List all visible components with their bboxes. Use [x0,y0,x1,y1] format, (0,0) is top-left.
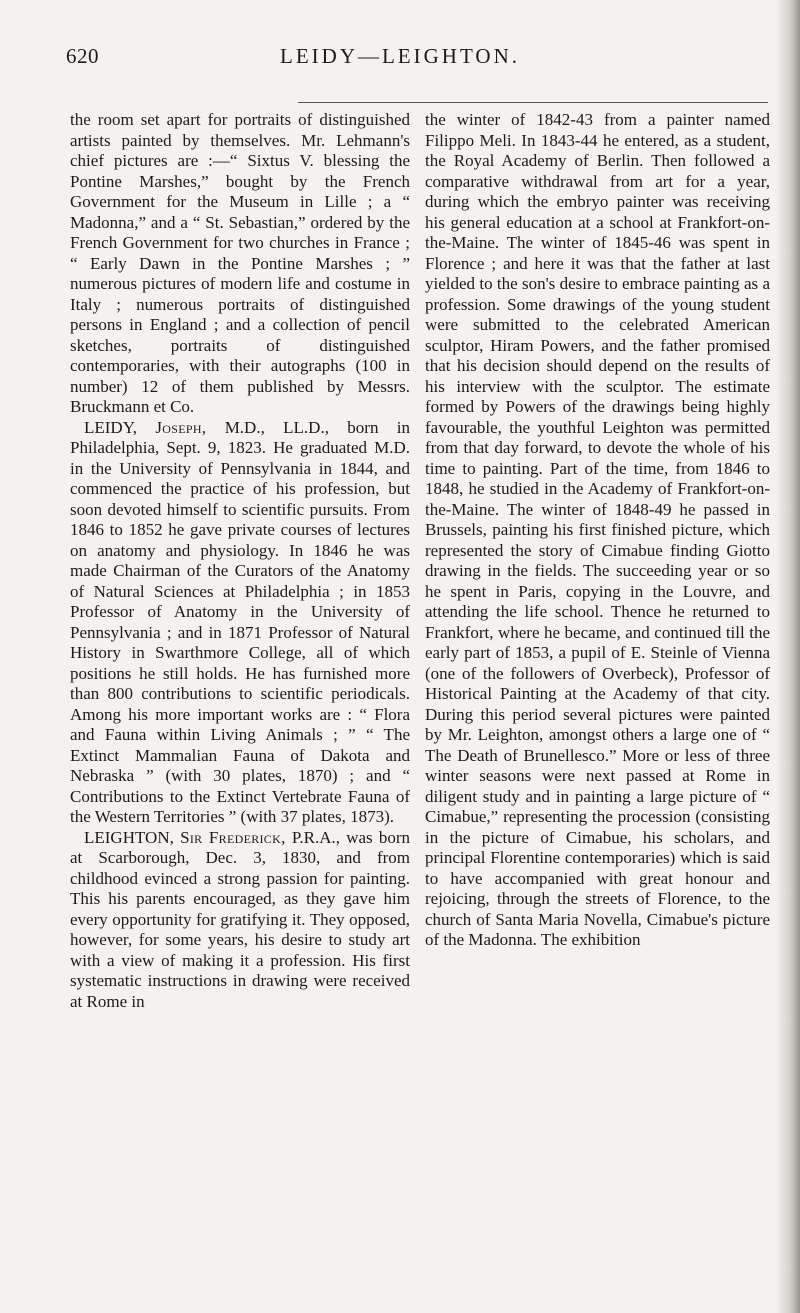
right-column [425,110,770,951]
entry-leidy-name: LEIDY, [84,417,138,437]
entry-leighton-given: Sir Frederick, [180,827,286,847]
running-head: LEIDY—LEIGHTON. [280,44,520,68]
entry-leidy-text: M.D., LL.D., born in Philadelphia, Sept. 9, 1823. He graduated M.D. in the University of Pennsylvania in 1844, and commenced the practice of his profession, but soon devoted himself to scientific pursuits. From 1846 to 1852 he gave private courses of lectures on anatomy and physiology. In 1846 he was made Chairman of the Curators of the Anatomy of Natural Sciences at Philadelphia ; in 1853 Professor of Anatomy in the University of Pennsylvania ; and in 1871 Professor of Natural History in Swarthmore College, all of which positions he still holds. He has furnished more than 800 contributions to scientific periodicals. Among his more important works are : “ Flora and Fauna within Living Animals ; ” “ The Extinct Mammalian Fauna of Dakota and Nebraska ” (with 30 plates, 1870) ; and “ Contributions to the Extinct Vertebrate Fauna of the Western Territories ” (with 37 plates, 1873). [70,417,410,826]
page-number: 620 [66,44,99,68]
left-column [70,110,410,1012]
entry-leighton [70,828,410,1013]
entry-leidy-given: Joseph, [155,417,207,437]
page-edge-shadow [776,0,800,1313]
entry-leighton-text: P.R.A., was born at Scarborough, Dec. 3, 1830, and from childhood evinced a strong passion for painting. This his parents encouraged, as they gave him every opportunity for gratifying it. They opposed, however, for some years, his desire to study art with a view of making it a profession. His first systematic instructions in drawing were received at Rome in [70,827,411,1011]
leighton-continuation: the winter of 1842-43 from a painter named Filippo Meli. In 1843-44 he entered, as a student, the Royal Academy of Berlin. Then followed a comparative withdrawal from art for a year, during which the embryo painter was receiving his general education at a school at Frankfort-on-the-Maine. The winter of 1845-46 was spent in Florence ; and here it was that the father at last yielded to the son's desire to embrace painting as a profession. Some drawings of the young student were submitted to the celebrated American sculptor, Hiram Powers, and the father promised that his decision should depend on the results of his interview with the sculptor. The estimate formed by Powers of the drawings being highly favourable, the youthful Leighton was permitted from that day forward, to devote the whole of his time to painting. Part of the time, from 1846 to 1848, he studied in the Academy of Frankfort-on-the-Maine. The winter of 1848-49 he passed in Brussels, painting his first finished picture, which represented the story of Cimabue finding Giotto drawing in the fields. The succeeding year or so he spent in Paris, copying in the Louvre, and attending the life school. Thence he returned to Frankfort, where he became, and continued till the early part of 1853, a pupil of E. Steinle of Vienna (one of the followers of Overbeck), Professor of Historical Painting at the Academy of that city. During this period several pictures were painted by Mr. Leighton, amongst others a large one of “ The Death of Brunellesco.” More or less of three winter seasons were next passed at Rome in diligent study and in painting a large picture of “ Cimabue,” representing the procession (consisting in the picture of Cimabue, his scholars, and principal Florentine contemporaries) which is said to have accompanied with great honour and rejoicing, through the streets of Florence, to the church of Santa Maria Novella, Cimabue's picture of the Madonna. The exhibition [425,110,770,949]
entry-leighton-name: LEIGHTON, [84,827,174,847]
header-rule [298,102,768,103]
lehmann-continuation: the room set apart for portraits of distinguished artists painted by themselves. Mr. Lehmann's chief pictures are :—“ Sixtus V. blessing the Pontine Marshes,” bought by the French Government for the Museum in Lille ; a “ Madonna,” and a “ St. Sebastian,” ordered by the French Government for two churches in France ; “ Early Dawn in the Pontine Marshes ; ” numerous pictures of modern life and costume in Italy ; numerous portraits of distinguished persons in England ; and a collection of pencil sketches, portraits of distinguished contemporaries, with their autographs (100 in number) 12 of them published by Messrs. Bruckmann et Co. [70,110,410,416]
entry-leidy [70,418,410,828]
